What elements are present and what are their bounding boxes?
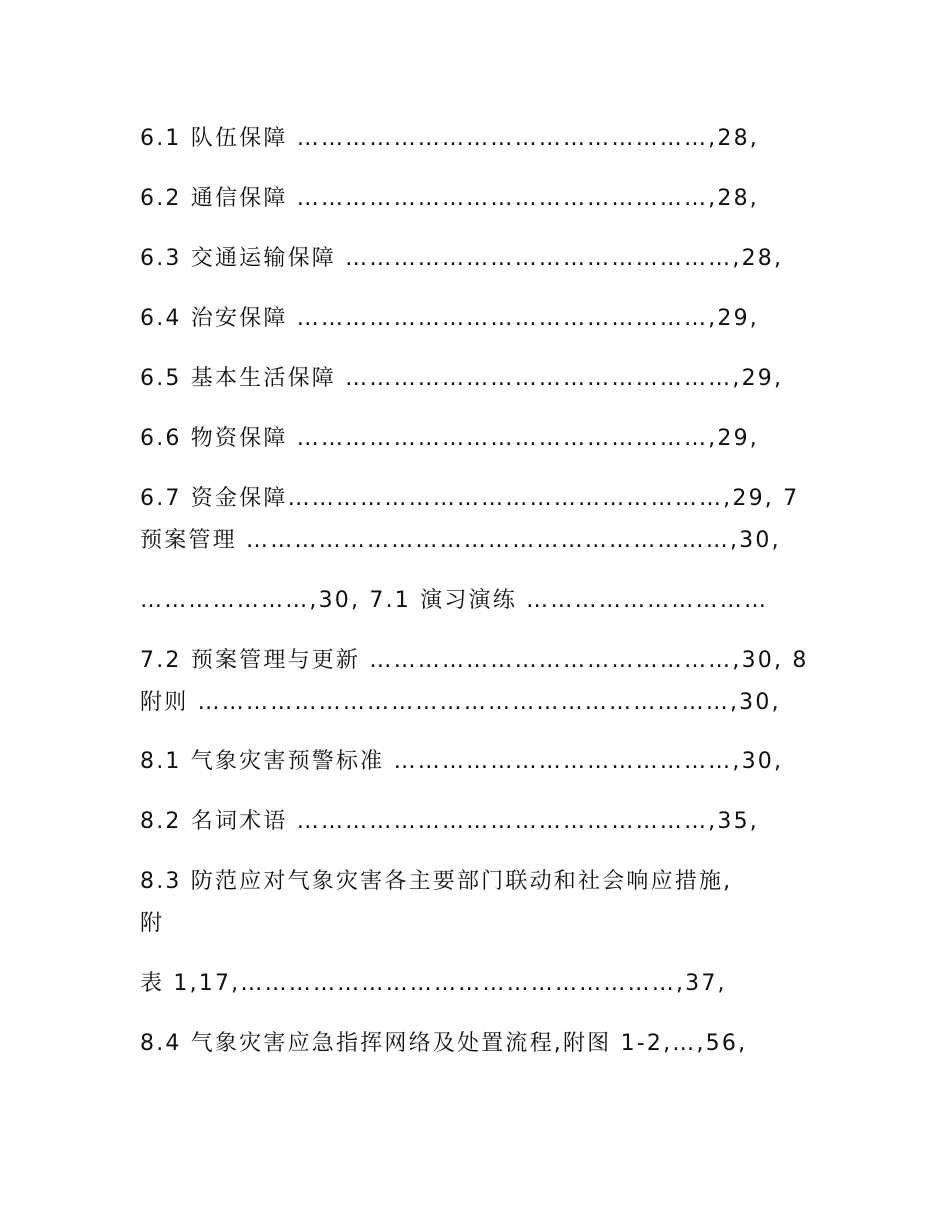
toc-entry-6-2: 6.2 通信保障 ……………………………………………,28, (140, 186, 759, 211)
toc-entry-attached-table: 表 1,17,………………………………………………,37, (140, 971, 727, 996)
toc-entry-8-3-continued: 附 (140, 911, 165, 936)
toc-entry-6-7: 6.7 资金保障………………………………………………,29, 7 (140, 486, 800, 511)
toc-entry-8-2: 8.2 名词术语 ……………………………………………,35, (140, 809, 759, 834)
toc-entry-7: 预案管理 ……………………………………………………,30, (140, 528, 781, 553)
toc-entry-6-4: 6.4 治安保障 ……………………………………………,29, (140, 306, 759, 331)
toc-entry-6-1: 6.1 队伍保障 ……………………………………………,28, (140, 126, 759, 151)
toc-entry-6-6: 6.6 物资保障 ……………………………………………,29, (140, 426, 759, 451)
toc-entry-7-2: 7.2 预案管理与更新 ………………………………………,30, 8 (140, 648, 809, 673)
toc-entry-8: 附则 …………………………………………………………,30, (140, 690, 781, 715)
toc-entry-6-3: 6.3 交通运输保障 …………………………………………,28, (140, 246, 784, 271)
toc-entry-8-3: 8.3 防范应对气象灾害各主要部门联动和社会响应措施, (140, 869, 733, 894)
toc-entry-6-5: 6.5 基本生活保障 …………………………………………,29, (140, 366, 784, 391)
toc-entry-8-1: 8.1 气象灾害预警标准 ……………………………………,30, (140, 749, 784, 774)
toc-entry-8-4: 8.4 气象灾害应急指挥网络及处置流程,附图 1-2,…,56, (140, 1031, 748, 1056)
toc-entry-7-1: …………………,30, 7.1 演习演练 ………………………… (140, 588, 769, 613)
